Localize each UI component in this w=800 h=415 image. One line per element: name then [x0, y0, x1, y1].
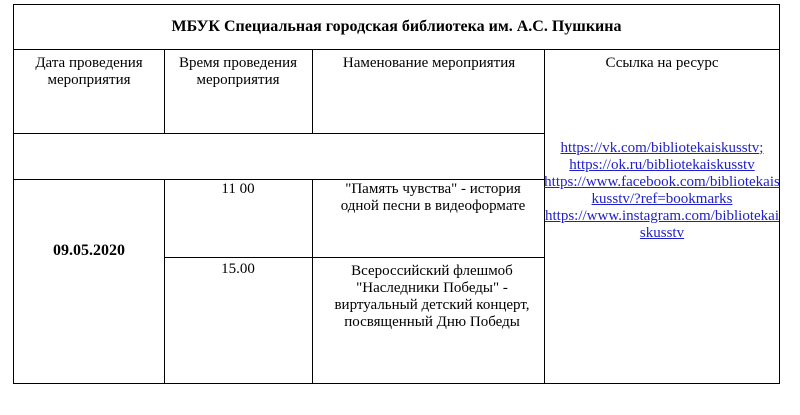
event-name: "Память чувства" - история одной песни в видеоформате [340, 181, 526, 214]
event-name: Всероссийский флешмоб "Наследники Победы" - виртуальный детский концерт, посвященный Дню Победы [334, 263, 530, 330]
header-time: Время проведения мероприятия [178, 55, 298, 88]
header-date: Дата проведения мероприятия [35, 55, 143, 88]
table-title: МБУК Специальная городская библиотека им. А.С. Пушкина [14, 5, 779, 50]
col-divider-1b [164, 179, 165, 384]
event-time: 15.00 [221, 261, 255, 277]
instagram-link[interactable]: https://www.instagram.com/bibliotekaiskusstv [545, 208, 779, 241]
vk-link[interactable]: https://vk.com/bibliotekaiskusstv; [560, 140, 764, 156]
ok-link[interactable]: https://ok.ru/bibliotekaiskusstv [569, 157, 755, 173]
facebook-link[interactable]: https://www.facebook.com/bibliotekaiskusstv/?ref=bookmarks [544, 174, 780, 207]
row-divider [14, 179, 544, 180]
header-name: Наменование мероприятия [342, 55, 516, 71]
event-table [13, 4, 780, 384]
col-divider-2b [312, 179, 313, 384]
resource-links [544, 140, 780, 242]
col-divider-1 [164, 49, 165, 133]
event-date: 09.05.2020 [53, 242, 125, 259]
header-link: Ссылка на ресурс [605, 55, 719, 71]
col-divider-2 [312, 49, 313, 133]
event-divider [164, 257, 544, 258]
event-time: 11 00 [221, 181, 255, 197]
header-divider [14, 133, 544, 134]
